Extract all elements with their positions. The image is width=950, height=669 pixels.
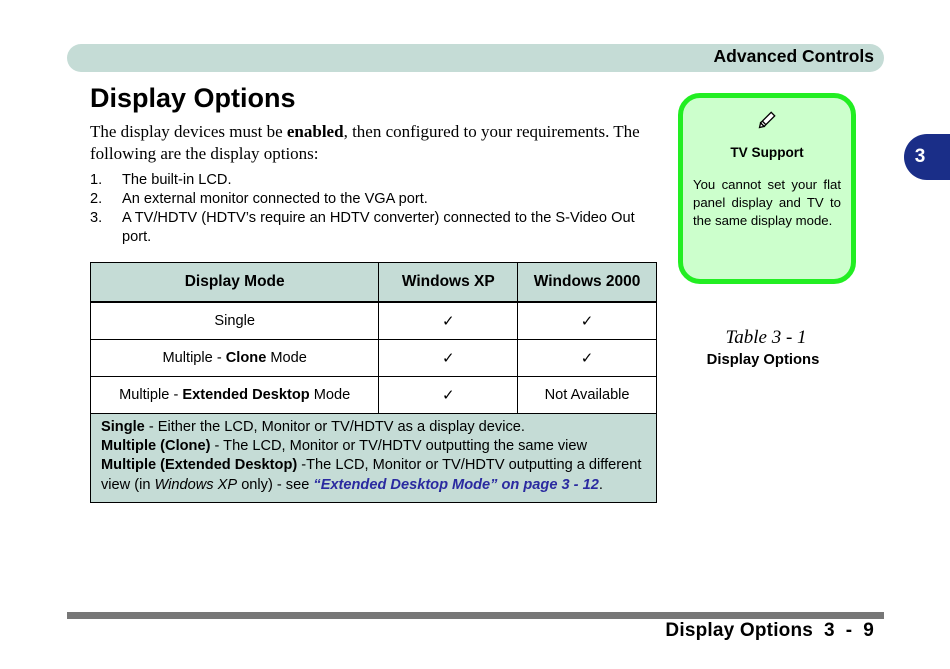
table-header-row bbox=[91, 263, 657, 303]
note-clone-label: Multiple (Clone) bbox=[101, 438, 211, 455]
list-item-text: A TV/HDTV (HDTV’s require an HDTV converter) connected to the S-Video Out port. bbox=[122, 210, 635, 245]
list-item-number: 2. bbox=[90, 191, 103, 207]
mode-text: Multiple - bbox=[119, 387, 183, 403]
list-item bbox=[90, 209, 660, 247]
tip-title: TV Support bbox=[730, 145, 804, 160]
column-header-windows-2000: Windows 2000 bbox=[518, 263, 657, 303]
intro-text-after: , then configured to your requirements. The following are the display options: bbox=[90, 122, 640, 163]
tip-text: You cannot set your flat panel display and TV to the same display mode. bbox=[693, 177, 841, 228]
note-extended-label: Multiple (Extended Desktop) bbox=[101, 457, 298, 474]
note-windows-xp: Windows XP bbox=[154, 476, 238, 493]
display-mode-cell bbox=[91, 377, 379, 414]
windows-xp-cell: ✓ bbox=[379, 377, 518, 414]
header-title: Advanced Controls bbox=[713, 46, 874, 66]
note-extended-text: -The LCD, Monitor or TV/HDTV outputting a different view (in bbox=[101, 457, 642, 493]
mode-text-post: Mode bbox=[266, 350, 307, 366]
table-caption-title: Display Options bbox=[706, 352, 820, 368]
tv-support-note-box bbox=[678, 93, 856, 284]
mode-text-bold: Clone bbox=[225, 350, 267, 366]
windows-2000-cell: ✓ bbox=[518, 302, 657, 340]
display-mode-cell bbox=[91, 302, 379, 340]
table-notes-row bbox=[91, 414, 657, 503]
intro-text-bold: enabled bbox=[286, 122, 344, 141]
note-end: . bbox=[598, 476, 603, 493]
note-extended-text2: only) - see bbox=[237, 476, 314, 493]
list-item bbox=[90, 171, 660, 190]
footer-page-label: Display Options 3 - 9 bbox=[665, 620, 874, 641]
intro-paragraph bbox=[90, 121, 670, 165]
pencil-icon bbox=[755, 106, 781, 132]
header-bar bbox=[67, 44, 884, 72]
note-single-label: Single bbox=[101, 419, 145, 435]
options-list bbox=[90, 171, 660, 247]
list-item-text: An external monitor connected to the VGA port. bbox=[122, 191, 428, 207]
list-item-number: 1. bbox=[90, 172, 103, 188]
list-item-number: 3. bbox=[90, 210, 103, 226]
table-row bbox=[91, 340, 657, 377]
footer-rule bbox=[67, 612, 884, 619]
mode-text-post: Mode bbox=[309, 387, 351, 403]
windows-2000-cell: ✓ bbox=[518, 340, 657, 377]
windows-xp-cell: ✓ bbox=[379, 302, 518, 340]
mode-text: Multiple - bbox=[162, 350, 226, 366]
page-title: Display Options bbox=[90, 83, 296, 113]
list-item bbox=[90, 190, 660, 209]
intro-text-before: The display devices must be bbox=[90, 122, 287, 141]
mode-text-bold: Extended Desktop bbox=[182, 387, 310, 403]
table-row bbox=[91, 302, 657, 340]
table-row bbox=[91, 377, 657, 414]
list-item-text: The built-in LCD. bbox=[122, 172, 232, 188]
column-header-display-mode: Display Mode bbox=[91, 263, 379, 303]
windows-xp-cell: ✓ bbox=[379, 340, 518, 377]
chapter-tab: 3 bbox=[904, 134, 950, 180]
windows-2000-cell: Not Available bbox=[518, 377, 657, 414]
extended-desktop-mode-link[interactable]: “Extended Desktop Mode” on page 3 - 12 bbox=[313, 476, 599, 493]
column-header-windows-xp: Windows XP bbox=[379, 263, 518, 303]
table-caption-number: Table 3 - 1 bbox=[725, 327, 807, 348]
display-options-table bbox=[90, 262, 657, 503]
table-notes bbox=[91, 414, 657, 503]
note-single-text: - Either the LCD, Monitor or TV/HDTV as a display device. bbox=[144, 419, 525, 435]
mode-text: Single bbox=[214, 313, 255, 329]
note-clone-text: - The LCD, Monitor or TV/HDTV outputting the same view bbox=[210, 438, 588, 455]
display-mode-cell bbox=[91, 340, 379, 377]
